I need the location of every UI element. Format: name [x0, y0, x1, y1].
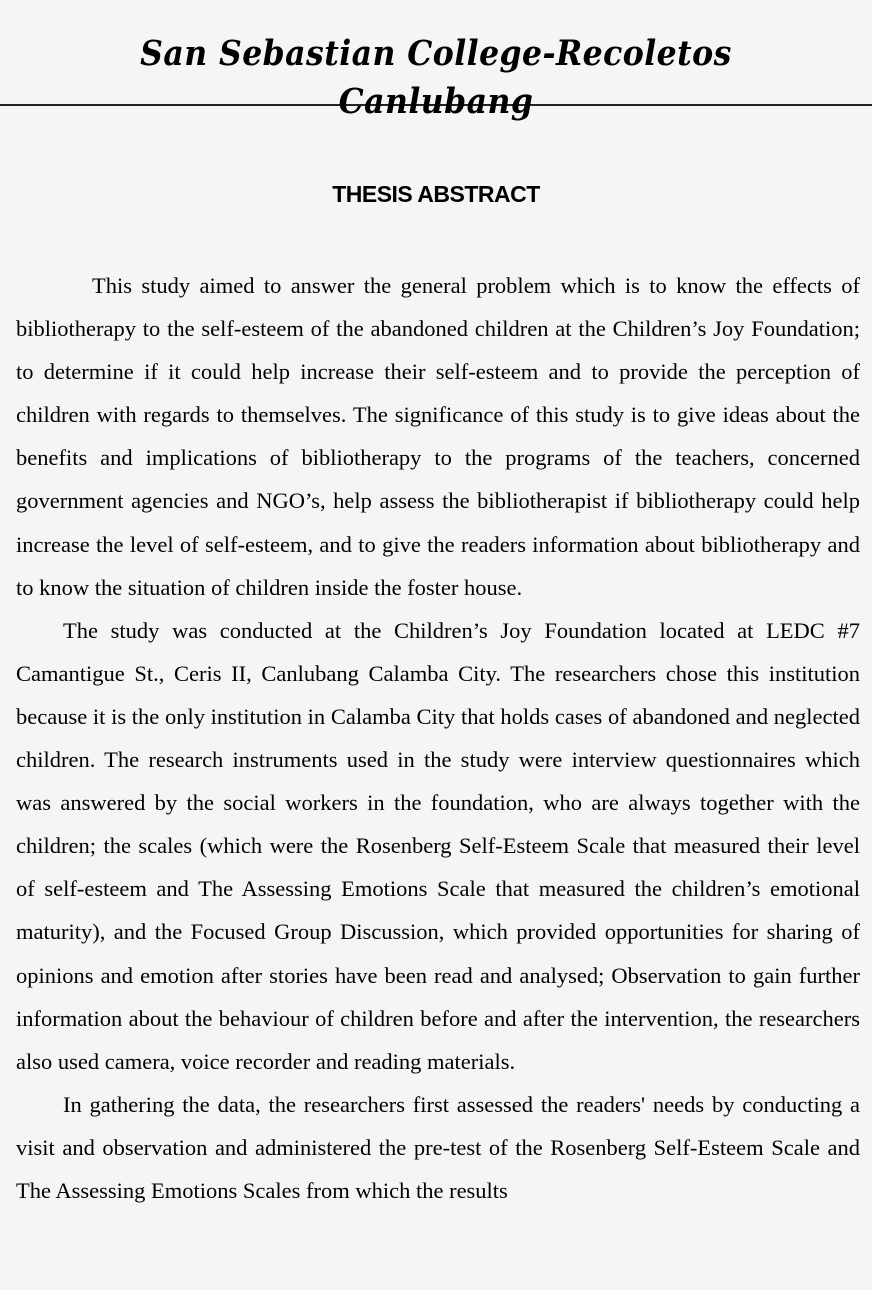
- abstract-paragraph-3: In gathering the data, the researchers first assessed the readers' needs by conducting a visit and observation and administered the pre-test of the Rosenberg Self-Esteem Scale and The Assessing Emotions Scales from which the results: [16, 1091, 860, 1203]
- college-name-heading: San Sebastian College-Recoletos Canlubang: [140, 33, 732, 122]
- page-header: [0, 0, 872, 122]
- abstract-body: [16, 264, 860, 1212]
- abstract-paragraph-2: The study was conducted at the Children’s Joy Foundation located at LEDC #7 Camantigue St., Ceris II, Canlubang Calamba City. The researchers chose this institution because it is the only institution in Calamba City that holds cases of abandoned and neglected children. The research instruments used in the study were interview questionnaires which was answered by the social workers in the foundation, who are always together with the children; the scales (which were the Rosenberg Self-Esteem Scale that measured their level of self-esteem and The Assessing Emotions Scale that measured the children’s emotional maturity), and the Focused Group Discussion, which provided opportunities for sharing of opinions and emotion after stories have been read and analysed; Observation to gain further information about the behaviour of children before and after the intervention, the researchers also used camera, voice recorder and reading materials.: [16, 617, 860, 1074]
- abstract-paragraph-1: This study aimed to answer the general problem which is to know the effects of bibliotherapy to the self-esteem of the abandoned children at the Children’s Joy Foundation; to determine if it could help increase their self-esteem and to provide the perception of children with regards to themselves. The significance of this study is to give ideas about the benefits and implications of bibliotherapy to the programs of the teachers, concerned government agencies and NGO’s, help assess the bibliotherapist if bibliotherapy could help increase the level of self-esteem, and to give the readers information about bibliotherapy and to know the situation of children inside the foster house.: [16, 273, 860, 600]
- document-title: THESIS ABSTRACT: [332, 181, 540, 207]
